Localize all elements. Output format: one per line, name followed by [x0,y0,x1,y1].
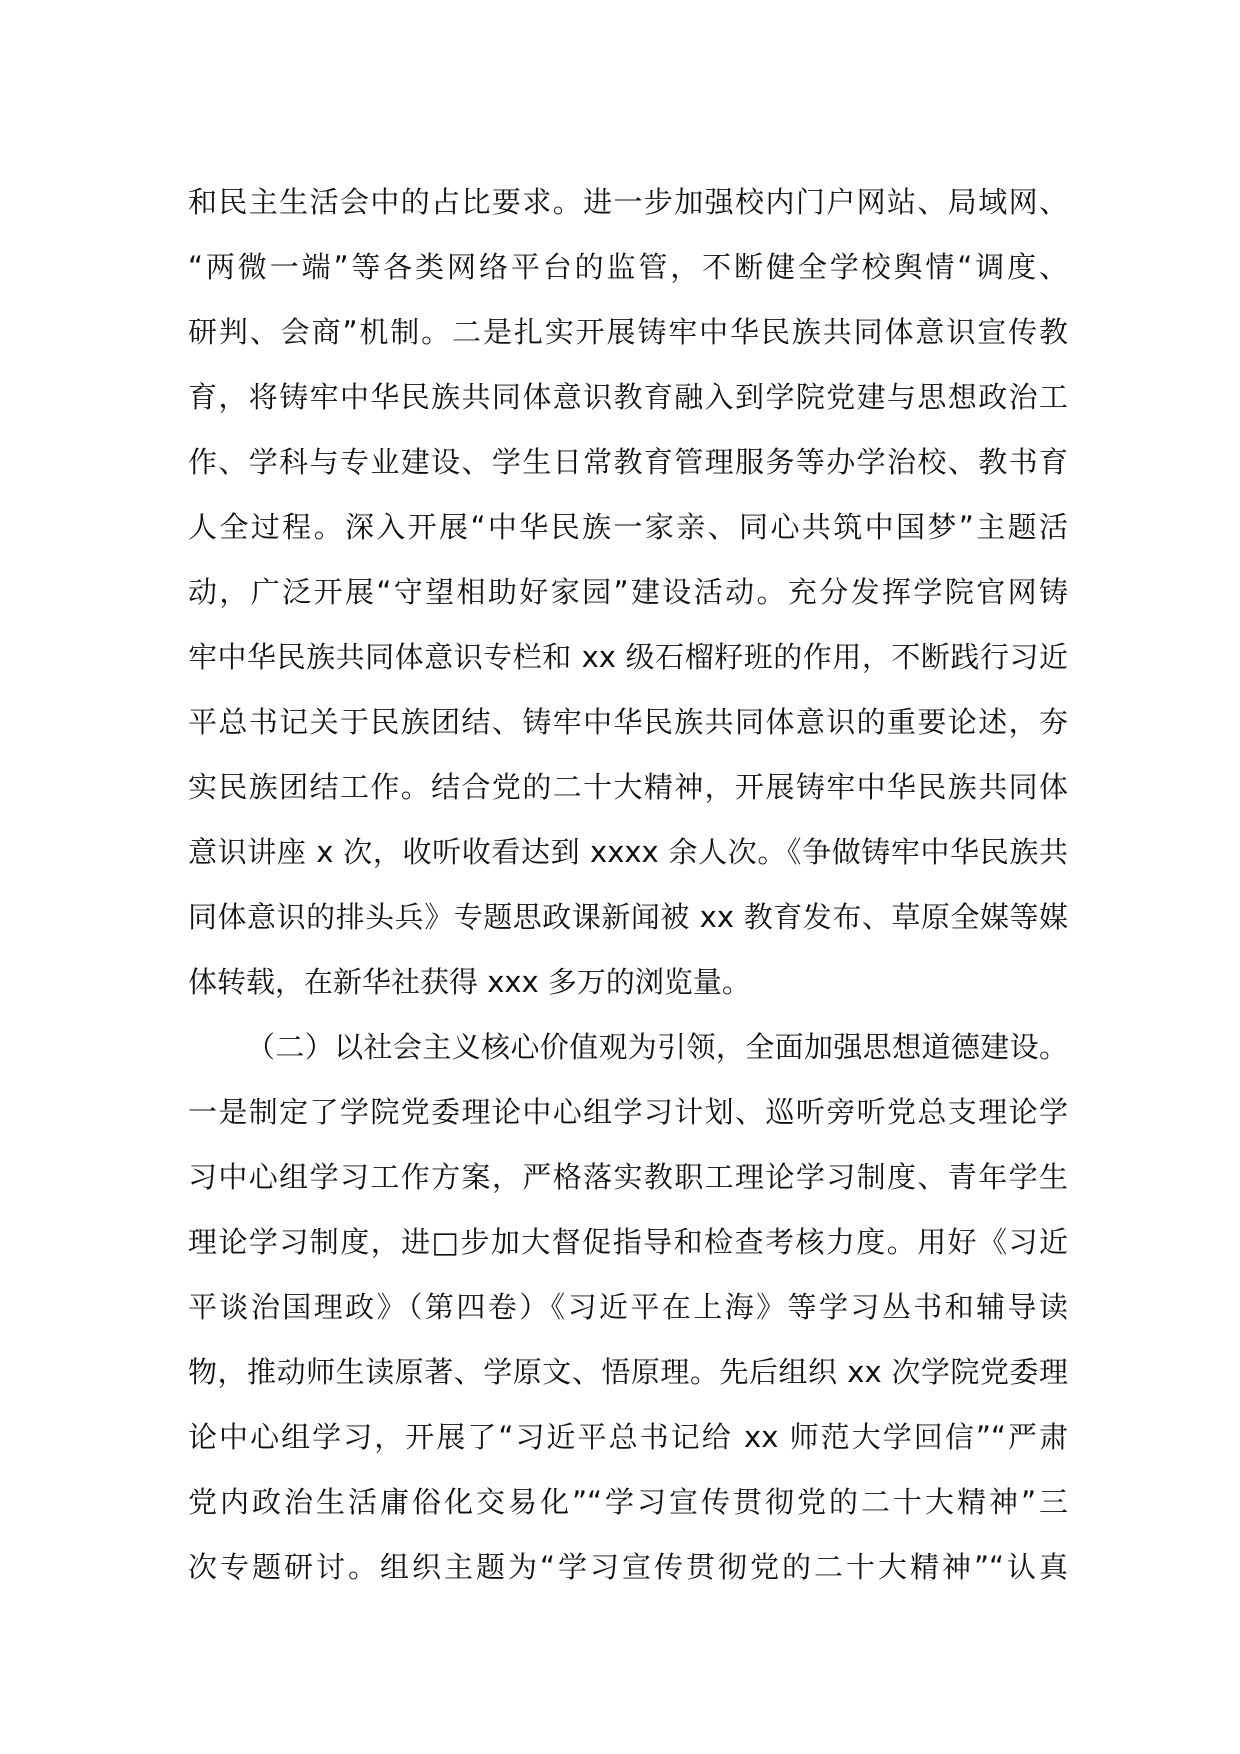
text-line: 育，将铸牢中华民族共同体意识教育融入到学院党建与思想政治工 [188,380,1068,414]
text-line: 同体意识的排头兵》专题思政课新闻被 xx 教育发布、草原全媒等媒 [188,900,1068,934]
text-line: 党内政治生活庸俗化交易化”“学习宣传贯彻党的二十大精神”三 [188,1485,1068,1519]
section-heading-line: （二）以社会主义核心价值观为引领，全面加强思想道德建设。 [246,1030,1068,1064]
text-line: 动，广泛开展“守望相助好家园”建设活动。充分发挥学院官网铸 [188,575,1068,609]
text-line: 论中心组学习，开展了“习近平总书记给 xx 师范大学回信”“严肃 [188,1420,1068,1454]
text-line: 平谈治国理政》（第四卷）《习近平在上海》等学习丛书和辅导读 [188,1290,1068,1324]
text-line: 研判、会商”机制。二是扎实开展铸牢中华民族共同体意识宣传教 [188,315,1068,349]
text-line: 和民主生活会中的占比要求。进一步加强校内门户网站、局域网、 [188,185,1068,219]
text-line: 平总书记关于民族团结、铸牢中华民族共同体意识的重要论述，夯 [188,705,1068,739]
text-line: 人全过程。深入开展“中华民族一家亲、同心共筑中国梦”主题活 [188,510,1068,544]
paragraph-end-line: 体转载，在新华社获得 xxx 多万的浏览量。 [188,965,751,999]
text-line: 理论学习制度，进□步加大督促指导和检查考核力度。用好《习近 [188,1225,1068,1259]
text-line: 次专题研讨。组织主题为“学习宣传贯彻党的二十大精神”“认真 [188,1550,1068,1584]
text-line: 习中心组学习工作方案，严格落实教职工理论学习制度、青年学生 [188,1160,1068,1194]
text-line: 意识讲座 x 次，收听收看达到 xxxx 余人次。《争做铸牢中华民族共 [188,835,1068,869]
document-body [188,170,1068,1600]
text-line: 物，推动师生读原著、学原文、悟原理。先后组织 xx 次学院党委理 [188,1355,1068,1389]
text-line: 实民族团结工作。结合党的二十大精神，开展铸牢中华民族共同体 [188,770,1068,804]
text-line: 作、学科与专业建设、学生日常教育管理服务等办学治校、教书育 [188,445,1068,479]
text-line: “两微一端”等各类网络平台的监管，不断健全学校舆情“调度、 [188,250,1068,284]
text-line: 一是制定了学院党委理论中心组学习计划、巡听旁听党总支理论学 [188,1095,1068,1129]
text-line: 牢中华民族共同体意识专栏和 xx 级石榴籽班的作用，不断践行习近 [188,640,1068,674]
